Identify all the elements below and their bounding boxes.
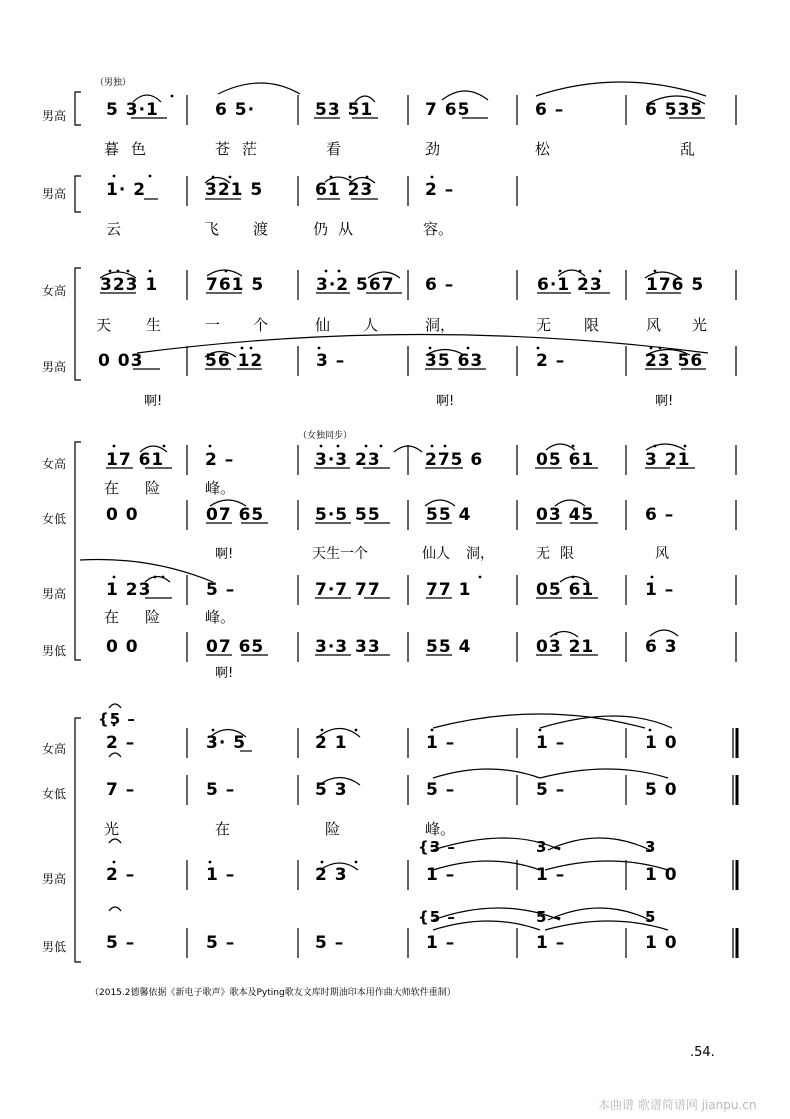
lyric: 仙人: [422, 546, 450, 562]
lyric: 天: [96, 316, 112, 334]
measure: 5 –: [206, 780, 236, 800]
lyric: 光: [104, 820, 120, 838]
measure: 176 5: [646, 275, 705, 295]
measure: 761 5: [206, 275, 265, 295]
measure: 35 63: [425, 351, 484, 371]
measure: 6 –: [425, 275, 455, 295]
measure: 2 –: [106, 733, 136, 753]
measure: 07 65: [206, 637, 265, 657]
lyric: 峰。: [205, 608, 236, 626]
measure: 5 3·1: [106, 100, 159, 120]
lyric: 天生一个: [312, 546, 368, 562]
divisi-note: {5 –: [98, 710, 136, 728]
lyric: 限: [584, 316, 600, 334]
system-bracket-4: [75, 442, 81, 660]
measure: 6 5·: [215, 100, 256, 120]
measure: 1 0: [645, 933, 678, 953]
measure: 1 23: [106, 580, 152, 600]
measure: 3·3 33: [315, 637, 381, 657]
measure: 5 –: [206, 580, 236, 600]
measure: 6 –: [645, 505, 675, 525]
lyric: 仍从: [313, 220, 364, 238]
part-label-soprano: 女高: [42, 284, 67, 298]
measure: 6 535: [645, 100, 704, 120]
measure: 1 0: [645, 865, 678, 885]
page-number: .54.: [690, 1045, 715, 1060]
part-label-tenor: 男高: [42, 587, 67, 601]
lyric: 峰。: [205, 479, 236, 497]
measure: 56 12: [205, 351, 264, 371]
lyric: 峰。: [425, 820, 456, 838]
system-bracket-1: [75, 92, 81, 125]
part-label-tenor: 男高: [42, 187, 67, 201]
measure: 3·3 23: [315, 450, 381, 470]
measure: 6 3: [645, 637, 678, 657]
divisi-note: 5: [645, 908, 657, 926]
part-label-alto: 女低: [42, 512, 67, 526]
measure: 03 45: [536, 505, 595, 525]
measure: 5 –: [426, 780, 456, 800]
measure: 2 –: [205, 450, 235, 470]
lyric: 仙: [315, 316, 331, 334]
divisi-note: 3: [645, 838, 657, 856]
lyric: 啊!: [144, 394, 163, 409]
system-bracket-3: [75, 268, 81, 380]
measure: 7·7 77: [315, 580, 381, 600]
lyric: 人: [363, 316, 379, 334]
measure: 1 –: [426, 865, 456, 885]
measure: 2 –: [425, 180, 455, 200]
system-bracket-2: [75, 176, 81, 212]
lyric: 渡: [253, 220, 269, 238]
lyric: 洞，: [466, 546, 494, 562]
lyric: 在: [104, 608, 120, 626]
part-label-bass: 男低: [42, 940, 67, 954]
female-solo-annotation: （女独同步）: [298, 431, 353, 441]
lyric: 光: [692, 316, 708, 334]
lyric: 险: [325, 820, 341, 838]
measure: 0 0: [106, 637, 139, 657]
measure: 7 –: [106, 780, 136, 800]
credit-note: （2015.2德馨依据《新电子歌声》歌本及Pyting歌友文库时期油印本用作曲大师软件重制）: [90, 988, 456, 998]
measure: 323 1: [100, 275, 159, 295]
measure: 23 56: [645, 351, 704, 371]
measure: 77 1: [426, 580, 472, 600]
lyric: 啊!: [215, 666, 234, 681]
measure: 53 51: [315, 100, 374, 120]
measure: 05 61: [536, 580, 595, 600]
measure: 03 21: [536, 637, 595, 657]
lyric: 险: [145, 608, 161, 626]
part-label-tenor: 男高: [42, 872, 67, 886]
measure: 6·1 23: [537, 275, 603, 295]
measure: 2 1: [315, 733, 348, 753]
measure: 55 4: [426, 505, 472, 525]
measure: 1 –: [206, 865, 236, 885]
measure: 3 21: [645, 450, 691, 470]
measure: 2 3: [315, 865, 348, 885]
measure: 1 –: [536, 865, 566, 885]
system-bracket-5: [75, 718, 81, 962]
lyric: 在: [104, 479, 120, 497]
measure: 17 61: [106, 450, 165, 470]
lyric: 洞，: [425, 316, 456, 334]
measure: 6 –: [535, 100, 565, 120]
divisi-note: {3 –: [418, 838, 456, 856]
measure: 1 –: [426, 733, 456, 753]
lyric: 苍茫: [215, 140, 270, 158]
part-label-tenor: 男高: [42, 109, 67, 123]
lyric: 劲: [425, 140, 441, 158]
lyric: 啊!: [215, 547, 234, 562]
part-label-bass: 男低: [42, 644, 67, 658]
lyric: 险: [145, 479, 161, 497]
lyric: 乱: [680, 140, 696, 158]
measure: 0 03: [98, 351, 144, 371]
lyric: 风: [646, 316, 662, 334]
divisi-note: 5 –: [536, 908, 563, 926]
lyric: 风: [655, 546, 669, 562]
lyric: 无限: [536, 546, 584, 562]
measure: 5 0: [645, 780, 678, 800]
part-label-soprano: 女高: [42, 742, 67, 756]
lyric: 在: [215, 820, 231, 838]
measure: 55 4: [426, 637, 472, 657]
measure: 2 –: [536, 351, 566, 371]
measure: 275 6: [425, 450, 484, 470]
measure: 1 –: [536, 733, 566, 753]
measure: 5 –: [315, 933, 345, 953]
measure: 1 –: [536, 933, 566, 953]
measure: 61 23: [315, 180, 374, 200]
measure: 5 3: [315, 780, 348, 800]
measure: 3· 5: [206, 733, 247, 753]
lyric: 啊!: [436, 394, 455, 409]
measure: 2 –: [106, 865, 136, 885]
lyric: 个: [253, 316, 269, 334]
lyric: 无: [536, 316, 552, 334]
lyric: 松: [535, 140, 551, 158]
lyric: 云: [106, 220, 122, 238]
measure: 7 65: [425, 100, 471, 120]
measure: 1 0: [645, 733, 678, 753]
lyric: 看: [326, 140, 342, 158]
measure: 1· 2: [106, 180, 147, 200]
measure: 5 –: [536, 780, 566, 800]
divisi-note: 3 –: [536, 838, 563, 856]
lyric: 一: [205, 316, 221, 334]
lyric: 暮色: [104, 140, 159, 158]
lyric: 飞: [204, 220, 220, 238]
part-label-soprano: 女高: [42, 457, 67, 471]
measure: 1 –: [426, 933, 456, 953]
measure: 321 5: [205, 180, 264, 200]
measure: 5 –: [106, 933, 136, 953]
measure: 3·2 567: [316, 275, 395, 295]
measure: 05 61: [536, 450, 595, 470]
solo-annotation: （男独）: [95, 78, 132, 88]
measure: 3 –: [316, 351, 346, 371]
measure: 1 –: [645, 580, 675, 600]
divisi-note: {5 –: [418, 908, 456, 926]
part-label-tenor: 男高: [42, 360, 67, 374]
measure: 5 –: [206, 933, 236, 953]
lyric: 容。: [423, 220, 454, 238]
measure: 0 0: [106, 505, 139, 525]
part-label-alto: 女低: [42, 787, 67, 801]
watermark: 本曲谱 歌谱简谱网 jianpu.cn: [598, 1098, 757, 1112]
measure: 5·5 55: [315, 505, 381, 525]
measure: 07 65: [206, 505, 265, 525]
lyric: 生: [146, 316, 162, 334]
lyric: 啊!: [655, 394, 674, 409]
